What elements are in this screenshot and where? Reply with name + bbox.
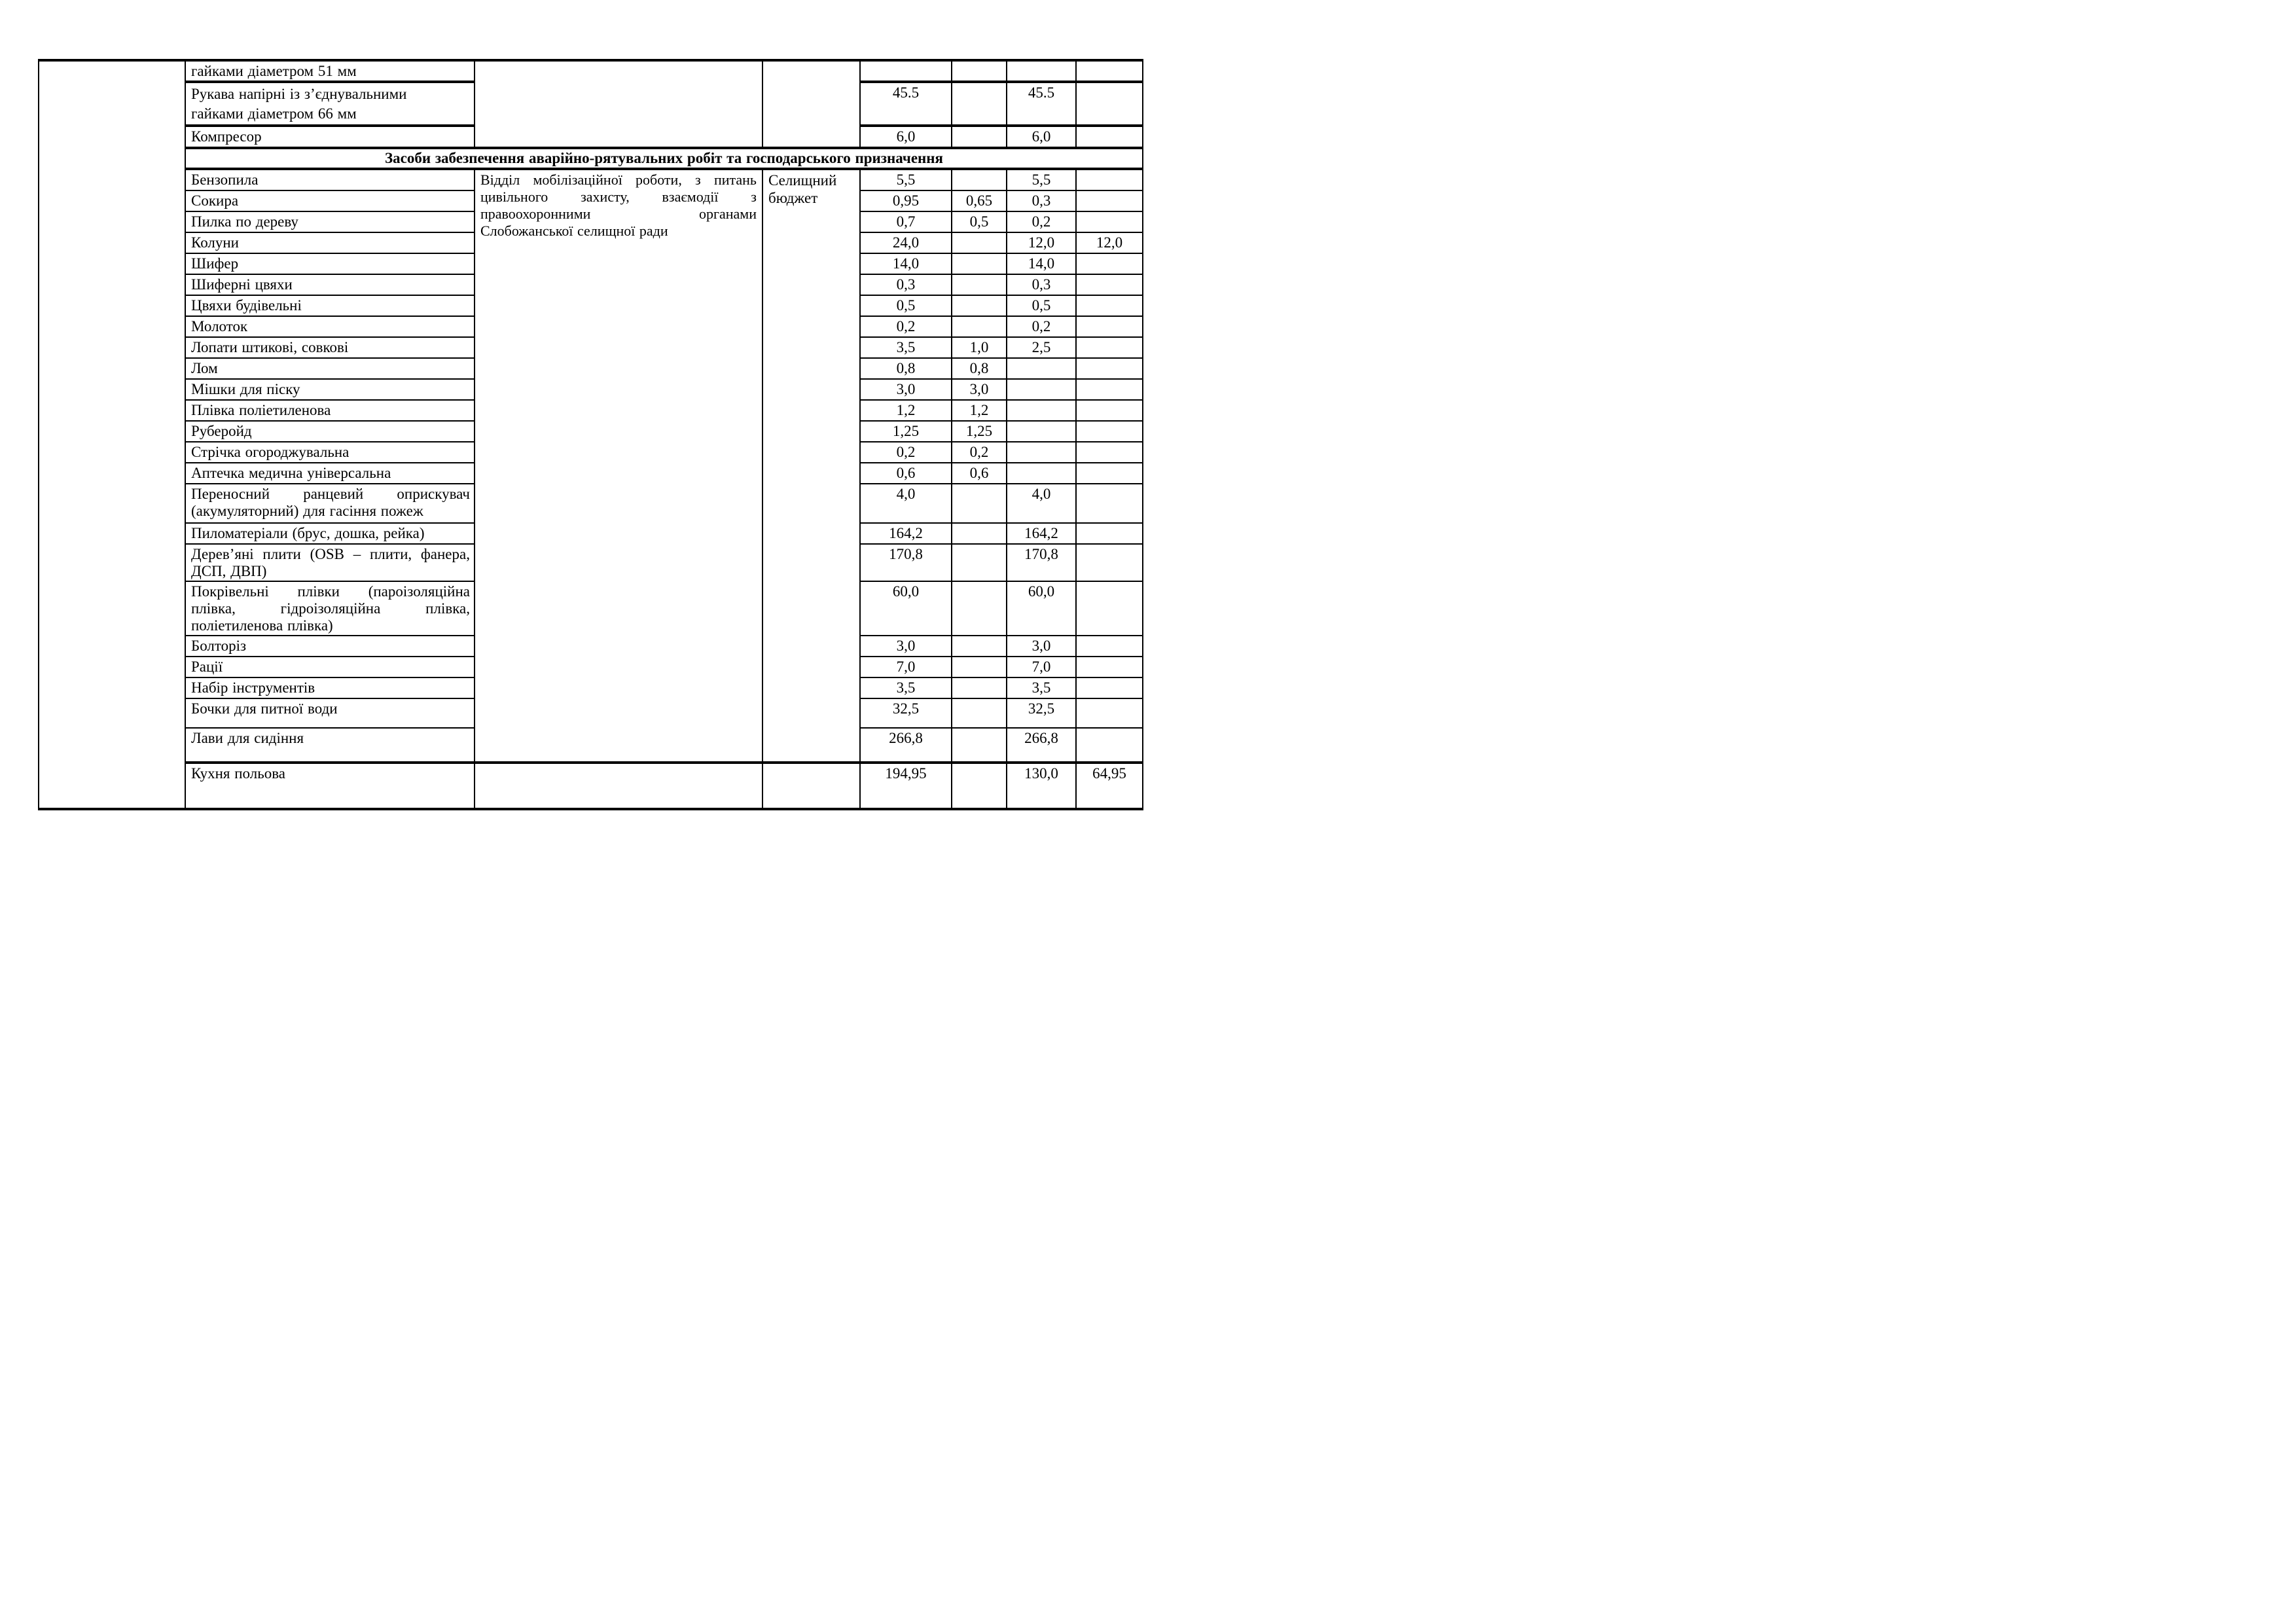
word: плівка, <box>425 600 470 617</box>
amount-cell: 14,0 <box>1007 253 1076 274</box>
amount-cell: 60,0 <box>860 581 952 636</box>
amount-cell <box>1076 190 1143 211</box>
item-name-cell: Руберойд <box>185 421 475 442</box>
item-name-cell: Болторіз <box>185 636 475 657</box>
amount-cell <box>952 316 1007 337</box>
amount-cell: 164,2 <box>860 523 952 544</box>
amount-cell: 3,5 <box>860 677 952 698</box>
item-name-cell: гайками діаметром 51 мм <box>185 60 475 82</box>
amount-cell <box>1076 484 1143 523</box>
amount-cell: 0,7 <box>860 211 952 232</box>
item-name-cell <box>185 82 475 126</box>
amount-cell: 130,0 <box>1007 763 1076 809</box>
item-name-cell <box>185 581 475 636</box>
amount-cell <box>952 657 1007 677</box>
amount-cell <box>1076 337 1143 358</box>
amount-cell: 14,0 <box>860 253 952 274</box>
word: плити, <box>369 546 412 562</box>
amount-cell <box>1007 442 1076 463</box>
amount-cell: 7,0 <box>860 657 952 677</box>
amount-cell <box>1076 698 1143 728</box>
word: фанера, <box>420 546 470 562</box>
amount-cell <box>952 126 1007 148</box>
amount-cell <box>1076 82 1143 126</box>
text-line: гайками діаметром 66 мм <box>191 105 357 122</box>
amount-cell: 45.5 <box>860 82 952 126</box>
amount-cell: 6,0 <box>860 126 952 148</box>
word: гідроізоляційна <box>280 600 381 617</box>
amount-cell: 1,25 <box>860 421 952 442</box>
item-name-cell: Плівка поліетиленова <box>185 400 475 421</box>
department-cell-empty <box>475 60 762 148</box>
amount-cell <box>1007 60 1076 82</box>
amount-cell <box>1076 358 1143 379</box>
item-name-cell: Стрічка огороджувальна <box>185 442 475 463</box>
text-line: поліетиленова плівка) <box>191 617 333 634</box>
amount-cell: 32,5 <box>1007 698 1076 728</box>
document-page <box>0 0 1148 812</box>
amount-cell: 266,8 <box>1007 728 1076 763</box>
amount-cell <box>952 763 1007 809</box>
amount-cell: 0,8 <box>860 358 952 379</box>
amount-cell <box>952 60 1007 82</box>
amount-cell: 3,5 <box>1007 677 1076 698</box>
amount-cell: 0,2 <box>860 316 952 337</box>
budget-cell-empty <box>762 60 860 148</box>
word: Покрівельні <box>191 583 269 600</box>
justified-line <box>480 206 757 223</box>
amount-cell <box>1076 677 1143 698</box>
amount-cell <box>1076 421 1143 442</box>
left-spanner-cell <box>39 60 185 809</box>
word: захисту, <box>581 189 630 205</box>
item-name-cell: Лом <box>185 358 475 379</box>
item-name-cell: Компресор <box>185 126 475 148</box>
amount-cell: 0,3 <box>1007 190 1076 211</box>
amount-cell <box>952 677 1007 698</box>
item-name-cell: Аптечка медична універсальна <box>185 463 475 484</box>
table-row <box>39 169 1143 190</box>
amount-cell: 0,2 <box>1007 211 1076 232</box>
amount-cell: 3,0 <box>860 379 952 400</box>
amount-cell <box>1076 400 1143 421</box>
amount-cell <box>1076 728 1143 763</box>
item-name-cell: Цвяхи будівельні <box>185 295 475 316</box>
amount-cell: 266,8 <box>860 728 952 763</box>
budget-source-cell: Селищний бюджет <box>762 169 860 763</box>
amount-cell <box>1076 544 1143 581</box>
amount-cell <box>952 728 1007 763</box>
item-name-cell: Бензопила <box>185 169 475 190</box>
amount-cell: 0,5 <box>860 295 952 316</box>
table-row <box>39 60 1143 82</box>
table-row <box>39 148 1143 169</box>
amount-cell <box>1076 274 1143 295</box>
budget-cell-empty <box>762 763 860 809</box>
word: з <box>751 189 757 205</box>
amount-cell: 194,95 <box>860 763 952 809</box>
amount-cell: 5,5 <box>1007 169 1076 190</box>
word: з <box>695 171 701 188</box>
amount-cell <box>1076 169 1143 190</box>
item-name-cell: Мішки для піску <box>185 379 475 400</box>
item-name-cell: Рації <box>185 657 475 677</box>
amount-cell <box>1076 463 1143 484</box>
amount-cell: 0,3 <box>1007 274 1076 295</box>
amount-cell: 1,2 <box>860 400 952 421</box>
justified-line <box>480 171 757 189</box>
item-name-cell: Набір інструментів <box>185 677 475 698</box>
amount-cell: 7,0 <box>1007 657 1076 677</box>
amount-cell <box>1076 316 1143 337</box>
word: цивільного <box>480 189 548 205</box>
amount-cell: 0,5 <box>952 211 1007 232</box>
amount-cell: 6,0 <box>1007 126 1076 148</box>
amount-cell: 1,25 <box>952 421 1007 442</box>
amount-cell <box>952 636 1007 657</box>
text-line: Слобожанської селищної ради <box>480 223 668 239</box>
amount-cell: 4,0 <box>860 484 952 523</box>
table-body <box>39 60 1143 809</box>
item-name-cell <box>185 484 475 523</box>
item-name-cell: Кухня польова <box>185 763 475 809</box>
amount-cell: 64,95 <box>1076 763 1143 809</box>
amount-cell: 0,5 <box>1007 295 1076 316</box>
item-name-cell: Лави для сидіння <box>185 728 475 763</box>
word: взаємодії <box>662 189 719 205</box>
amount-cell <box>1007 400 1076 421</box>
amount-cell: 0,6 <box>860 463 952 484</box>
amount-cell <box>860 60 952 82</box>
word: (OSB <box>310 546 344 562</box>
item-name-cell <box>185 544 475 581</box>
amount-cell: 3,0 <box>1007 636 1076 657</box>
justified-line <box>191 600 470 617</box>
item-name-cell: Пилка по дереву <box>185 211 475 232</box>
item-name-cell: Колуни <box>185 232 475 253</box>
amount-cell: 4,0 <box>1007 484 1076 523</box>
word: плівки <box>297 583 340 600</box>
amount-cell <box>1076 657 1143 677</box>
item-name-cell: Шиферні цвяхи <box>185 274 475 295</box>
text-line: Рукава напірні із з’єднувальними <box>191 86 407 102</box>
word: плівка, <box>191 600 236 617</box>
amount-cell <box>1076 295 1143 316</box>
amount-cell <box>952 544 1007 581</box>
section-title-cell: Засоби забезпечення аварійно-рятувальних робіт та господарського призначення <box>185 148 1143 169</box>
word: роботи, <box>636 171 682 188</box>
amount-cell: 5,5 <box>860 169 952 190</box>
amount-cell <box>1076 379 1143 400</box>
justified-line <box>480 189 757 206</box>
amount-cell: 2,5 <box>1007 337 1076 358</box>
amount-cell: 170,8 <box>1007 544 1076 581</box>
item-name-cell: Пиломатеріали (брус, дошка, рейка) <box>185 523 475 544</box>
text-line: ДСП, ДВП) <box>191 563 267 579</box>
amount-cell: 170,8 <box>860 544 952 581</box>
amount-cell <box>952 82 1007 126</box>
amount-cell <box>952 295 1007 316</box>
amount-cell: 0,2 <box>952 442 1007 463</box>
amount-cell <box>1007 379 1076 400</box>
amount-cell <box>1076 442 1143 463</box>
amount-cell <box>952 169 1007 190</box>
amount-cell: 3,0 <box>860 636 952 657</box>
amount-cell <box>1076 211 1143 232</box>
amount-cell <box>952 523 1007 544</box>
amount-cell: 3,0 <box>952 379 1007 400</box>
item-name-cell: Лопати штикові, совкові <box>185 337 475 358</box>
amount-cell <box>1076 253 1143 274</box>
amount-cell: 3,5 <box>860 337 952 358</box>
word: (пароізоляційна <box>368 583 470 600</box>
amount-cell <box>1076 523 1143 544</box>
amount-cell <box>952 253 1007 274</box>
item-name-cell: Сокира <box>185 190 475 211</box>
justified-line <box>191 546 470 563</box>
justified-line <box>191 583 470 600</box>
amount-cell <box>1076 60 1143 82</box>
amount-cell <box>952 274 1007 295</box>
justified-line <box>191 486 470 503</box>
amount-cell: 0,8 <box>952 358 1007 379</box>
amount-cell <box>1076 581 1143 636</box>
amount-cell <box>952 484 1007 523</box>
amount-cell: 1,0 <box>952 337 1007 358</box>
item-name-cell: Молоток <box>185 316 475 337</box>
resources-table <box>38 59 1143 810</box>
amount-cell <box>1007 421 1076 442</box>
amount-cell: 0,2 <box>860 442 952 463</box>
amount-cell <box>952 698 1007 728</box>
amount-cell <box>952 581 1007 636</box>
word: Дерев’яні <box>191 546 254 562</box>
amount-cell: 60,0 <box>1007 581 1076 636</box>
amount-cell <box>1076 636 1143 657</box>
amount-cell: 0,65 <box>952 190 1007 211</box>
word: плити <box>262 546 301 562</box>
amount-cell: 12,0 <box>1076 232 1143 253</box>
amount-cell: 1,2 <box>952 400 1007 421</box>
item-name-cell: Бочки для питної води <box>185 698 475 728</box>
amount-cell: 32,5 <box>860 698 952 728</box>
amount-cell: 45.5 <box>1007 82 1076 126</box>
amount-cell <box>1007 358 1076 379</box>
department-cell-empty <box>475 763 762 809</box>
word: мобілізаційної <box>533 171 622 188</box>
amount-cell: 164,2 <box>1007 523 1076 544</box>
amount-cell: 24,0 <box>860 232 952 253</box>
item-name-cell: Шифер <box>185 253 475 274</box>
table-row <box>39 763 1143 809</box>
amount-cell: 12,0 <box>1007 232 1076 253</box>
word: – <box>353 546 361 562</box>
department-cell <box>475 169 762 763</box>
word: Переносний <box>191 486 270 502</box>
amount-cell <box>1076 126 1143 148</box>
amount-cell: 0,6 <box>952 463 1007 484</box>
word: правоохоронними <box>480 206 591 222</box>
word: органами <box>698 206 757 222</box>
amount-cell: 0,95 <box>860 190 952 211</box>
amount-cell <box>952 232 1007 253</box>
amount-cell: 0,2 <box>1007 316 1076 337</box>
amount-cell: 0,3 <box>860 274 952 295</box>
text-line: (акумуляторний) для гасіння пожеж <box>191 503 423 519</box>
word: оприскувач <box>397 486 470 502</box>
word: питань <box>713 171 757 188</box>
amount-cell <box>1007 463 1076 484</box>
word: ранцевий <box>303 486 364 502</box>
word: Відділ <box>480 171 520 188</box>
